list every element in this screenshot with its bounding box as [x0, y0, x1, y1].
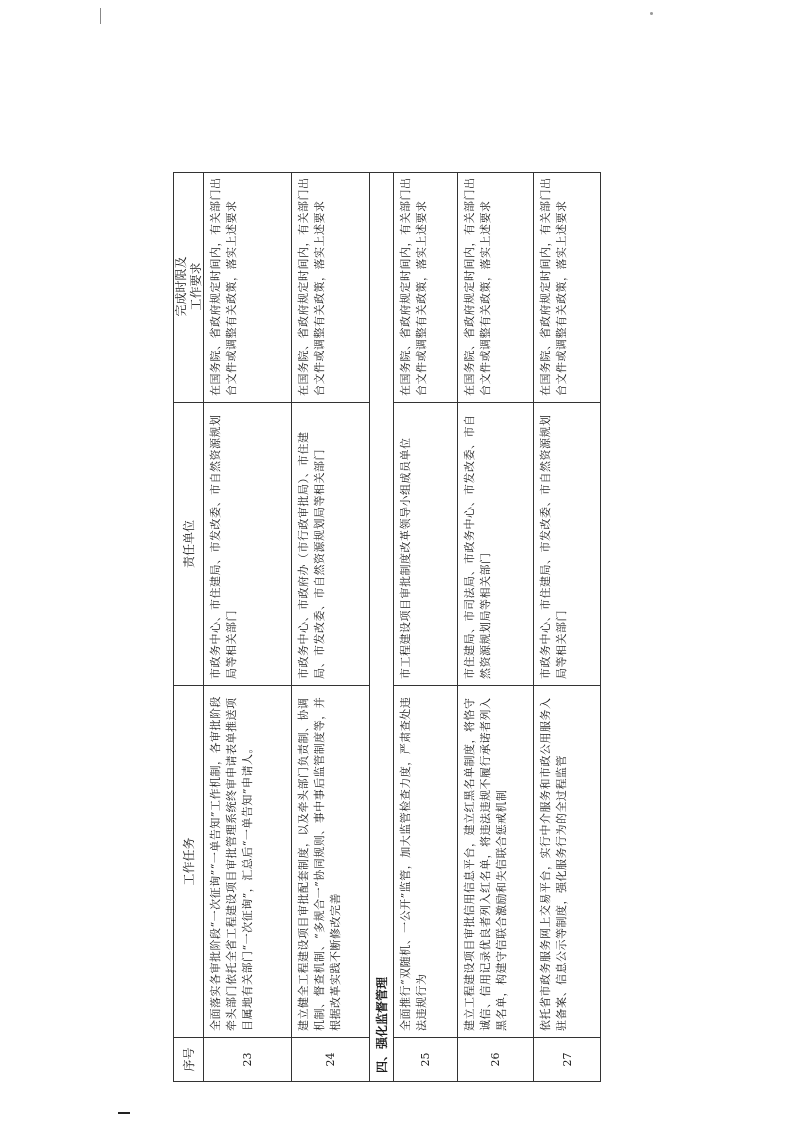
scan-margin-mark	[118, 1112, 130, 1114]
table-header-row	[174, 173, 204, 1081]
section-heading: 四、强化监督管理	[370, 173, 394, 1081]
row-requirement: 在国务院、省政府规定时间内，有关部门出台文件或调整有关政策，落实上述要求	[297, 177, 326, 396]
row-task: 全面推行“双随机、一公开”监管，加大监管检查力度，严肃查处违法违规行为	[394, 685, 457, 1037]
row-number: 24	[292, 1037, 369, 1081]
row-requirement: 在国务院、省政府规定时间内，有关部门出台文件或调整有关政策，落实上述要求	[539, 177, 568, 396]
table-row	[204, 173, 292, 1081]
row-unit: 市政务中心、市住建局、市发改委、市自然资源规划局等相关部门	[534, 402, 601, 685]
row-unit: 市政务中心、市住建局、市发改委、市自然资源规划局等相关部门	[204, 402, 291, 685]
row-requirement: 在国务院、省政府规定时间内，有关部门出台文件或调整有关政策，落实上述要求	[209, 177, 238, 396]
header-unit: 责任单位	[174, 402, 203, 685]
header-no: 序号	[174, 1037, 203, 1081]
row-task: 建立健全工程建设项目审批配套制度，以及牵头部门负责制、协调机制、督查机制、“多规合一”协同规则、事中事后监管制度等，并根据改革实践不断修改完善	[292, 685, 369, 1037]
task-table	[173, 172, 601, 1082]
row-number: 25	[394, 1037, 457, 1081]
row-unit: 市政务中心、市政府办（市行政审批局）、市住建局、市发改委、市自然资源规划局等相关部门	[292, 402, 369, 685]
scan-edge-mark	[100, 8, 101, 24]
header-requirement-line2: 工作要求	[188, 262, 203, 311]
row-requirement: 在国务院、省政府规定时间内，有关部门出台文件或调整有关政策，落实上述要求	[463, 177, 492, 396]
table-row	[292, 173, 370, 1081]
rotated-table-wrapper	[173, 172, 601, 1082]
header-task: 工作任务	[174, 685, 203, 1037]
row-requirement: 在国务院、省政府规定时间内，有关部门出台文件或调整有关政策，落实上述要求	[399, 177, 428, 396]
table-row	[394, 173, 458, 1081]
table-row	[534, 173, 601, 1081]
table-row	[458, 173, 534, 1081]
row-unit: 市工程建设项目审批制度改革领导小组成员单位	[394, 402, 457, 685]
row-number: 27	[534, 1037, 601, 1081]
header-requirement-line1: 完成时限及	[174, 256, 188, 317]
header-requirement	[174, 172, 203, 402]
row-unit: 市住建局、市司法局、市政务中心、市发改委、市自然资源规划局等相关部门	[458, 402, 533, 685]
scan-dust-dot	[650, 12, 653, 15]
row-task: 全面落实各审批阶段“一次征询”“一单告知”工作机制，各审批阶段牵头部门依托全省工程建设项目审批管理系统终审申请表单推送项目属地有关部门“一次征询”，汇总后“一单告知”申请人。	[204, 685, 291, 1037]
row-task: 依托省市政务服务网上交易平台，实行中介服务和市政公用服务入驻备案、信息公示等制度，强化服务行为的全过程监管	[534, 685, 601, 1037]
row-number: 23	[204, 1037, 291, 1081]
row-task: 建立工程建设项目审批信用信息平台，建立红黑名单制度，将恪守诚信、信用记录优良者列入红名单，将违法违规不履行承诺者列入黑名单，构建守信联合激励和失信联合惩戒机制	[458, 685, 533, 1037]
row-number: 26	[458, 1037, 533, 1081]
